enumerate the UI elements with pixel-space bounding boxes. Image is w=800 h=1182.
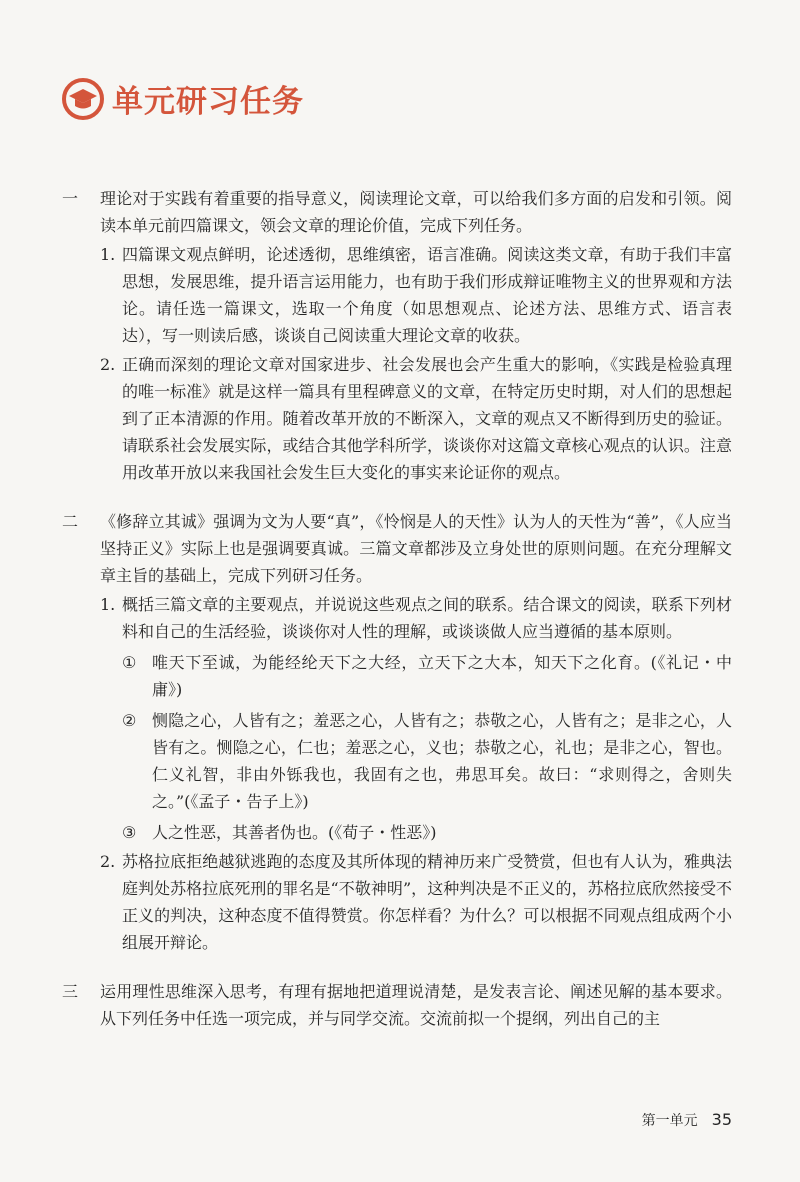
section-intro: 理论对于实践有着重要的指导意义，阅读理论文章，可以给我们多方面的启发和引领。阅读本单元前四篇课文，领会文章的理论价值，完成下列任务。 bbox=[100, 189, 732, 235]
section-number: 三 bbox=[62, 982, 79, 1001]
graduation-cap-icon bbox=[62, 78, 104, 120]
task-number: 2. bbox=[100, 355, 116, 374]
quote-text: 人之性恶，其善者伪也。(《荀子・性恶》) bbox=[152, 823, 437, 842]
content-area bbox=[62, 185, 732, 1054]
section-intro: 《修辞立其诚》强调为文为人要“真”，《怜悯是人的天性》认为人的天性为“善”，《人应当坚持正义》实际上也是强调要真诚。三篇文章都涉及立身处世的原则问题。在充分理解文章主旨的基础上，完成下列研习任务。 bbox=[100, 512, 732, 585]
task-number: 1. bbox=[100, 595, 116, 614]
task-text: 四篇课文观点鲜明，论述透彻，思维缜密，语言准确。阅读这类文章，有助于我们丰富思想，发展思维，提升语言运用能力，也有助于我们形成辩证唯物主义的世界观和方法论。请任选一篇课文，选取一个角度（如思想观点、论述方法、思维方式、语言表达），写一则读后感，谈谈自己阅读重大理论文章的收获。 bbox=[122, 245, 732, 345]
task-text: 正确而深刻的理论文章对国家进步、社会发展也会产生重大的影响，《实践是检验真理的唯一标准》就是这样一篇具有里程碑意义的文章，在特定历史时期，对人们的思想起到了正本清源的作用。随着改革开放的不断深入，文章的观点又不断得到历史的验证。请联系社会发展实际，或结合其他学科所学，谈谈你对这篇文章核心观点的认识。注意用改革开放以来我国社会发生巨大变化的事实来论证你的观点。 bbox=[122, 355, 732, 482]
unit-label: 第一单元 bbox=[641, 1113, 698, 1129]
task-text: 概括三篇文章的主要观点，并说说这些观点之间的联系。结合课文的阅读，联系下列材料和自己的生活经验，谈谈你对人性的理解，或谈谈做人应当遵循的基本原则。 bbox=[122, 595, 732, 641]
section-intro: 运用理性思维深入思考，有理有据地把道理说清楚，是发表言论、阐述见解的基本要求。从下列任务中任选一项完成，并与同学交流。交流前拟一个提纲，列出自己的主 bbox=[100, 982, 732, 1028]
quote-text: 恻隐之心，人皆有之；羞恶之心，人皆有之；恭敬之心，人皆有之；是非之心，人皆有之。恻隐之心，仁也；羞恶之心，义也；恭敬之心，礼也；是非之心，智也。仁义礼智，非由外铄我也，我固有之也，弗思耳矣。故曰：“求则得之，舍则失之。”(《孟子・告子上》) bbox=[152, 711, 732, 811]
quote-number: ② bbox=[122, 711, 137, 730]
quote-number: ③ bbox=[122, 823, 137, 842]
quote-number: ① bbox=[122, 653, 137, 672]
task-item bbox=[100, 848, 732, 956]
page-number: 35 bbox=[711, 1110, 732, 1129]
section-header bbox=[62, 76, 304, 121]
task-item bbox=[100, 591, 732, 846]
task-text: 苏格拉底拒绝越狱逃跑的态度及其所体现的精神历来广受赞赏，但也有人认为，雅典法庭判处苏格拉底死刑的罪名是“不敬神明”，这种判决是不正义的，苏格拉底欣然接受不正义的判决，这种态度不值得赞赏。你怎样看？为什么？可以根据不同观点组成两个小组展开辩论。 bbox=[122, 852, 732, 952]
quote-item bbox=[122, 707, 732, 815]
task-item bbox=[100, 351, 732, 486]
quote-item bbox=[122, 819, 732, 846]
page-footer bbox=[642, 1110, 732, 1130]
section-three bbox=[62, 978, 732, 1032]
task-number: 2. bbox=[100, 852, 116, 871]
section-two bbox=[62, 508, 732, 956]
task-number: 1. bbox=[100, 245, 116, 264]
section-number: 一 bbox=[62, 189, 79, 208]
task-item bbox=[100, 241, 732, 349]
section-one bbox=[62, 185, 732, 486]
quote-item bbox=[122, 649, 732, 703]
quote-text: 唯天下至诚，为能经纶天下之大经，立天下之大本，知天下之化育。(《礼记・中庸》) bbox=[152, 653, 732, 699]
section-number: 二 bbox=[62, 512, 79, 531]
page-title: 单元研习任务 bbox=[112, 84, 304, 120]
